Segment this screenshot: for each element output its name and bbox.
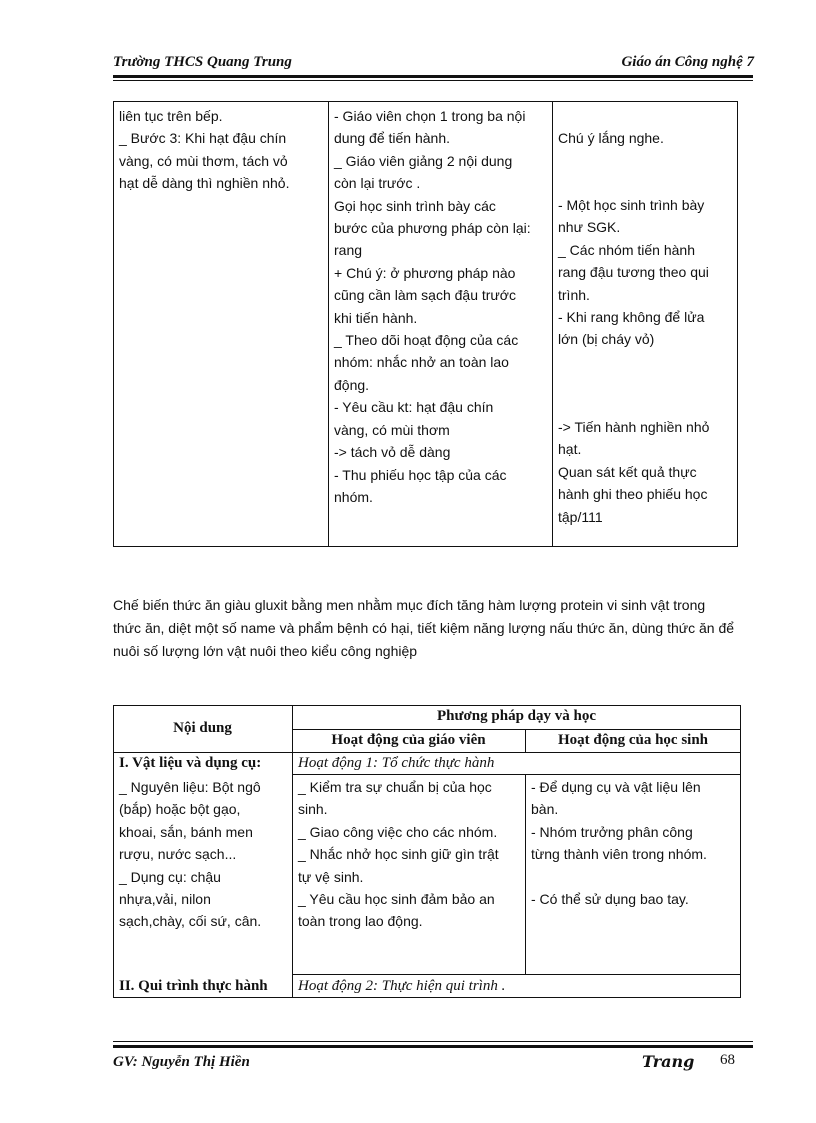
table1-content-col: liên tục trên bếp. _ Bước 3: Khi hạt đậu chín vàng, có mùi thơm, tách vỏ hạt dễ dàng thì nghiền nhỏ.	[119, 108, 290, 192]
footer-teacher: GV: Nguyễn Thị Hiền	[113, 1054, 250, 1070]
table1-divider-1	[328, 101, 329, 547]
paragraph	[113, 594, 793, 663]
table1-student-col-c: -> Tiến hành nghiền nhỏ hạt. Quan sát kết quả thực hành ghi theo phiếu học tập/111	[558, 419, 710, 525]
table1-divider-2	[552, 101, 553, 547]
header-rule-thin	[113, 80, 753, 81]
section-2-title: II. Qui trình thực hành	[119, 978, 268, 994]
teacher-activity-1: _ Kiểm tra sự chuẩn bị của học sinh. _ Giao công việc cho các nhóm. _ Nhắc nhở học sinh giữ gìn trật tự vệ sinh. _ Yêu cầu học sinh đảm bảo an toàn trong lao động.	[298, 779, 499, 930]
section-1-content: _ Nguyên liệu: Bột ngô (bắp) hoặc bột gạo, khoai, sắn, bánh men rượu, nước sạch... _ Dụng cụ: chậu nhựa,vải, nilon sạch,chày, cối sứ, cân.	[119, 779, 262, 930]
activity-1-title: Hoạt động 1: Tổ chức thực hành	[298, 755, 495, 771]
header-doc-title: Giáo án Công nghệ 7	[621, 54, 754, 70]
table2-divider-body	[525, 774, 526, 974]
table2-hline-1	[292, 729, 741, 730]
footer-page-number: 68	[720, 1052, 735, 1068]
table1-student-col-a: Chú ý lắng nghe.	[558, 130, 664, 146]
col-header-student: Hoạt động của học sinh	[557, 732, 709, 748]
paragraph-line-1: Chế biến thức ăn giàu gluxit bằng men nhằm mục đích tăng hàm lượng protein vi sinh vật trong	[113, 597, 706, 613]
footer-rule-thin	[113, 1041, 753, 1042]
paragraph-line-3: nuôi số lượng lớn vật nuôi theo kiểu công nghiệp	[113, 643, 418, 659]
section-1-title: I. Vật liệu và dụng cụ:	[119, 755, 262, 771]
table1-teacher-col: - Giáo viên chọn 1 trong ba nội dung để tiến hành. _ Giáo viên giảng 2 nội dung còn lại trước . Gọi học sinh trình bày các bước của phương pháp còn lại: rang + Chú ý: ở phương pháp nào cũng cần làm sạch đậu trước khi tiến hành. _ Theo dõi hoạt động của các nhóm: nhắc nhở an toàn lao động. - Yêu cầu kt: hạt đậu chín vàng, có mùi thơm -> tách vỏ dễ dàng - Thu phiếu học tập của các nhóm.	[334, 108, 531, 505]
table1-student-col-b: - Một học sinh trình bày như SGK. _ Các nhóm tiến hành rang đậu tương theo qui trình. - Khi rang không để lửa lớn (bị cháy vỏ)	[558, 197, 709, 348]
footer-page-label: Trang	[642, 1052, 695, 1071]
activity-2-title: Hoạt động 2: Thực hiện qui trình .	[298, 978, 506, 994]
col-header-teacher: Hoạt động của giáo viên	[331, 732, 486, 748]
table2-hline-4	[292, 974, 741, 975]
footer-rule-thick	[113, 1045, 753, 1048]
table2-hline-3	[292, 774, 741, 775]
col-header-method: Phương pháp dạy và học	[436, 708, 597, 724]
header-school: Trường THCS Quang Trung	[113, 54, 292, 70]
paragraph-line-2: thức ăn, diệt một số name và phẩm bệnh có hại, tiết kiệm năng lượng nấu thức ăn, dùng thức ăn để	[113, 620, 735, 636]
header-rule-thick	[113, 75, 753, 78]
table2-hline-2	[113, 752, 741, 753]
col-header-content: Nội dung	[173, 720, 232, 736]
student-activity-1: - Để dụng cụ và vật liệu lên bàn. - Nhóm trưởng phân công từng thành viên trong nhóm. - Có thể sử dụng bao tay.	[531, 779, 707, 908]
